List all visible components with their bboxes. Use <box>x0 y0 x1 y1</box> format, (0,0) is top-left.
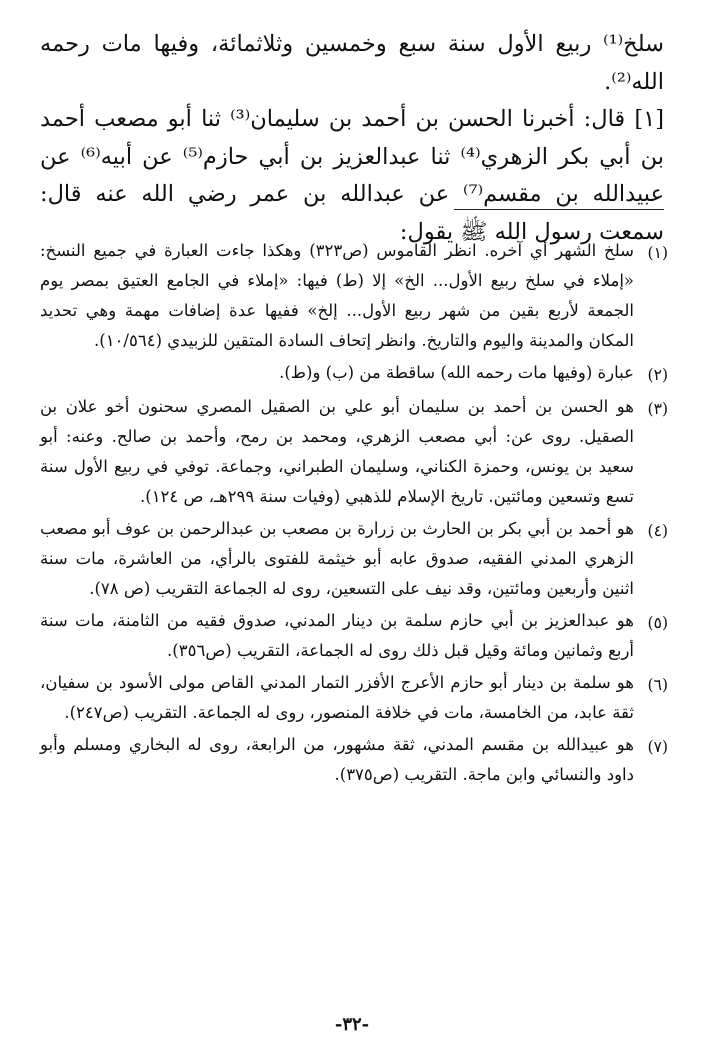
footnote <box>40 730 668 790</box>
footnote <box>40 236 668 356</box>
footnote <box>40 358 668 390</box>
main-paragraph-1: سلخ⁽¹⁾ ربيع الأول سنة سبع وخمسين وثلاثمائة، وفيها مات رحمه الله⁽²⁾. <box>40 31 664 95</box>
footnote-number: (٤) <box>647 522 668 540</box>
footnote <box>40 668 668 728</box>
footnote <box>40 392 668 512</box>
footnote-text: هو عبيدالله بن مقسم المدني، ثقة مشهور، من الرابعة، روى له البخاري ومسلم وأبو داود والنسائي وابن ماجة. التقريب (ص٣٧٥). <box>40 735 634 784</box>
footnote-number: (٢) <box>647 366 668 384</box>
footnote-separator <box>454 209 664 210</box>
main-text <box>40 26 664 251</box>
footnote-number: (٦) <box>647 676 668 694</box>
footnote-text: هو الحسن بن أحمد بن سليمان أبو علي بن الصقيل المصري سحنون أخو علان بن الصقيل. روى عن: أبي مصعب الزهري، ومحمد بن رمح، وأحمد بن صالح. وعنه: أبو سعيد بن يونس، وحمزة الكناني، وسليمان الطبراني، وجماعة. توفي في ربيع الأول سنة تسع وتسعين ومائتين. تاريخ الإسلام للذهبي (وفيات سنة ٢٩٩هـ، ص ١٢٤). <box>40 397 634 506</box>
footnote-number: (٣) <box>647 400 668 418</box>
footnote-text: هو عبدالعزيز بن أبي حازم سلمة بن دينار المدني، صدوق فقيه من الثامنة، مات سنة أربع وثمانين ومائة وقيل قبل ذلك روى له الجماعة، التقريب (ص٣٥٦). <box>40 611 634 660</box>
footnote-text: سلخ الشهر أي آخره. انظر القاموس (ص٣٢٣) وهكذا جاءت العبارة في جميع النسخ: «إملاء في سلخ ربيع الأول... الخ» إلا (ط) فيها: «إملاء في الجامع العتيق بمصر يوم الجمعة لأربع بقين من شهر ربيع الأول... إلخ» ففيها عدة إضافات مهمة وهي تحديد المكان والمدينة واليوم والتاريخ. وانظر إتحاف السادة المتقين للزبيدي (١٠/٥٦٤). <box>40 241 634 350</box>
footnote <box>40 606 668 666</box>
footnote-text: هو أحمد بن أبي بكر بن الحارث بن زرارة بن مصعب بن عبدالرحمن بن عوف أبو مصعب الزهري المدني الفقيه، صدوق عابه أبو خيثمة للفتوى بالرأي، من العاشرة، مات سنة اثنين وأربعين ومائتين، وقد نيف على التسعين، روى له الجماعة التقريب (ص ٧٨). <box>40 519 634 598</box>
page-number: -٣٢- <box>334 1014 370 1035</box>
footnote-text: عبارة (وفيها مات رحمه الله) ساقطة من (ب) و(ط). <box>279 363 634 382</box>
footnote <box>40 514 668 604</box>
footnotes <box>40 236 668 792</box>
footnote-text: هو سلمة بن دينار أبو حازم الأعرج الأفزر التمار المدني القاص مولى الأسود بن سفيان، ثقة عابد، من الخامسة، مات في خلافة المنصور، روى له الجماعة. التقريب (ص٢٤٧). <box>40 673 634 722</box>
main-paragraph-2: [١] قال: أخبرنا الحسن بن أحمد بن سليمان⁽³⁾ ثنا أبو مصعب أحمد بن أبي بكر الزهري⁽⁴⁾ ثنا عبدالعزيز بن أبي حازم⁽⁵⁾ عن أبيه⁽⁶⁾ عن عبيدالله بن مقسم⁽⁷⁾ عن عبدالله بن عمر رضي الله عنه قال: سمعت رسول الله ﷺ يقول: <box>40 106 665 245</box>
footnote-number: (١) <box>647 244 668 262</box>
footnote-number: (٥) <box>647 614 668 632</box>
footnote-number: (٧) <box>647 738 668 756</box>
